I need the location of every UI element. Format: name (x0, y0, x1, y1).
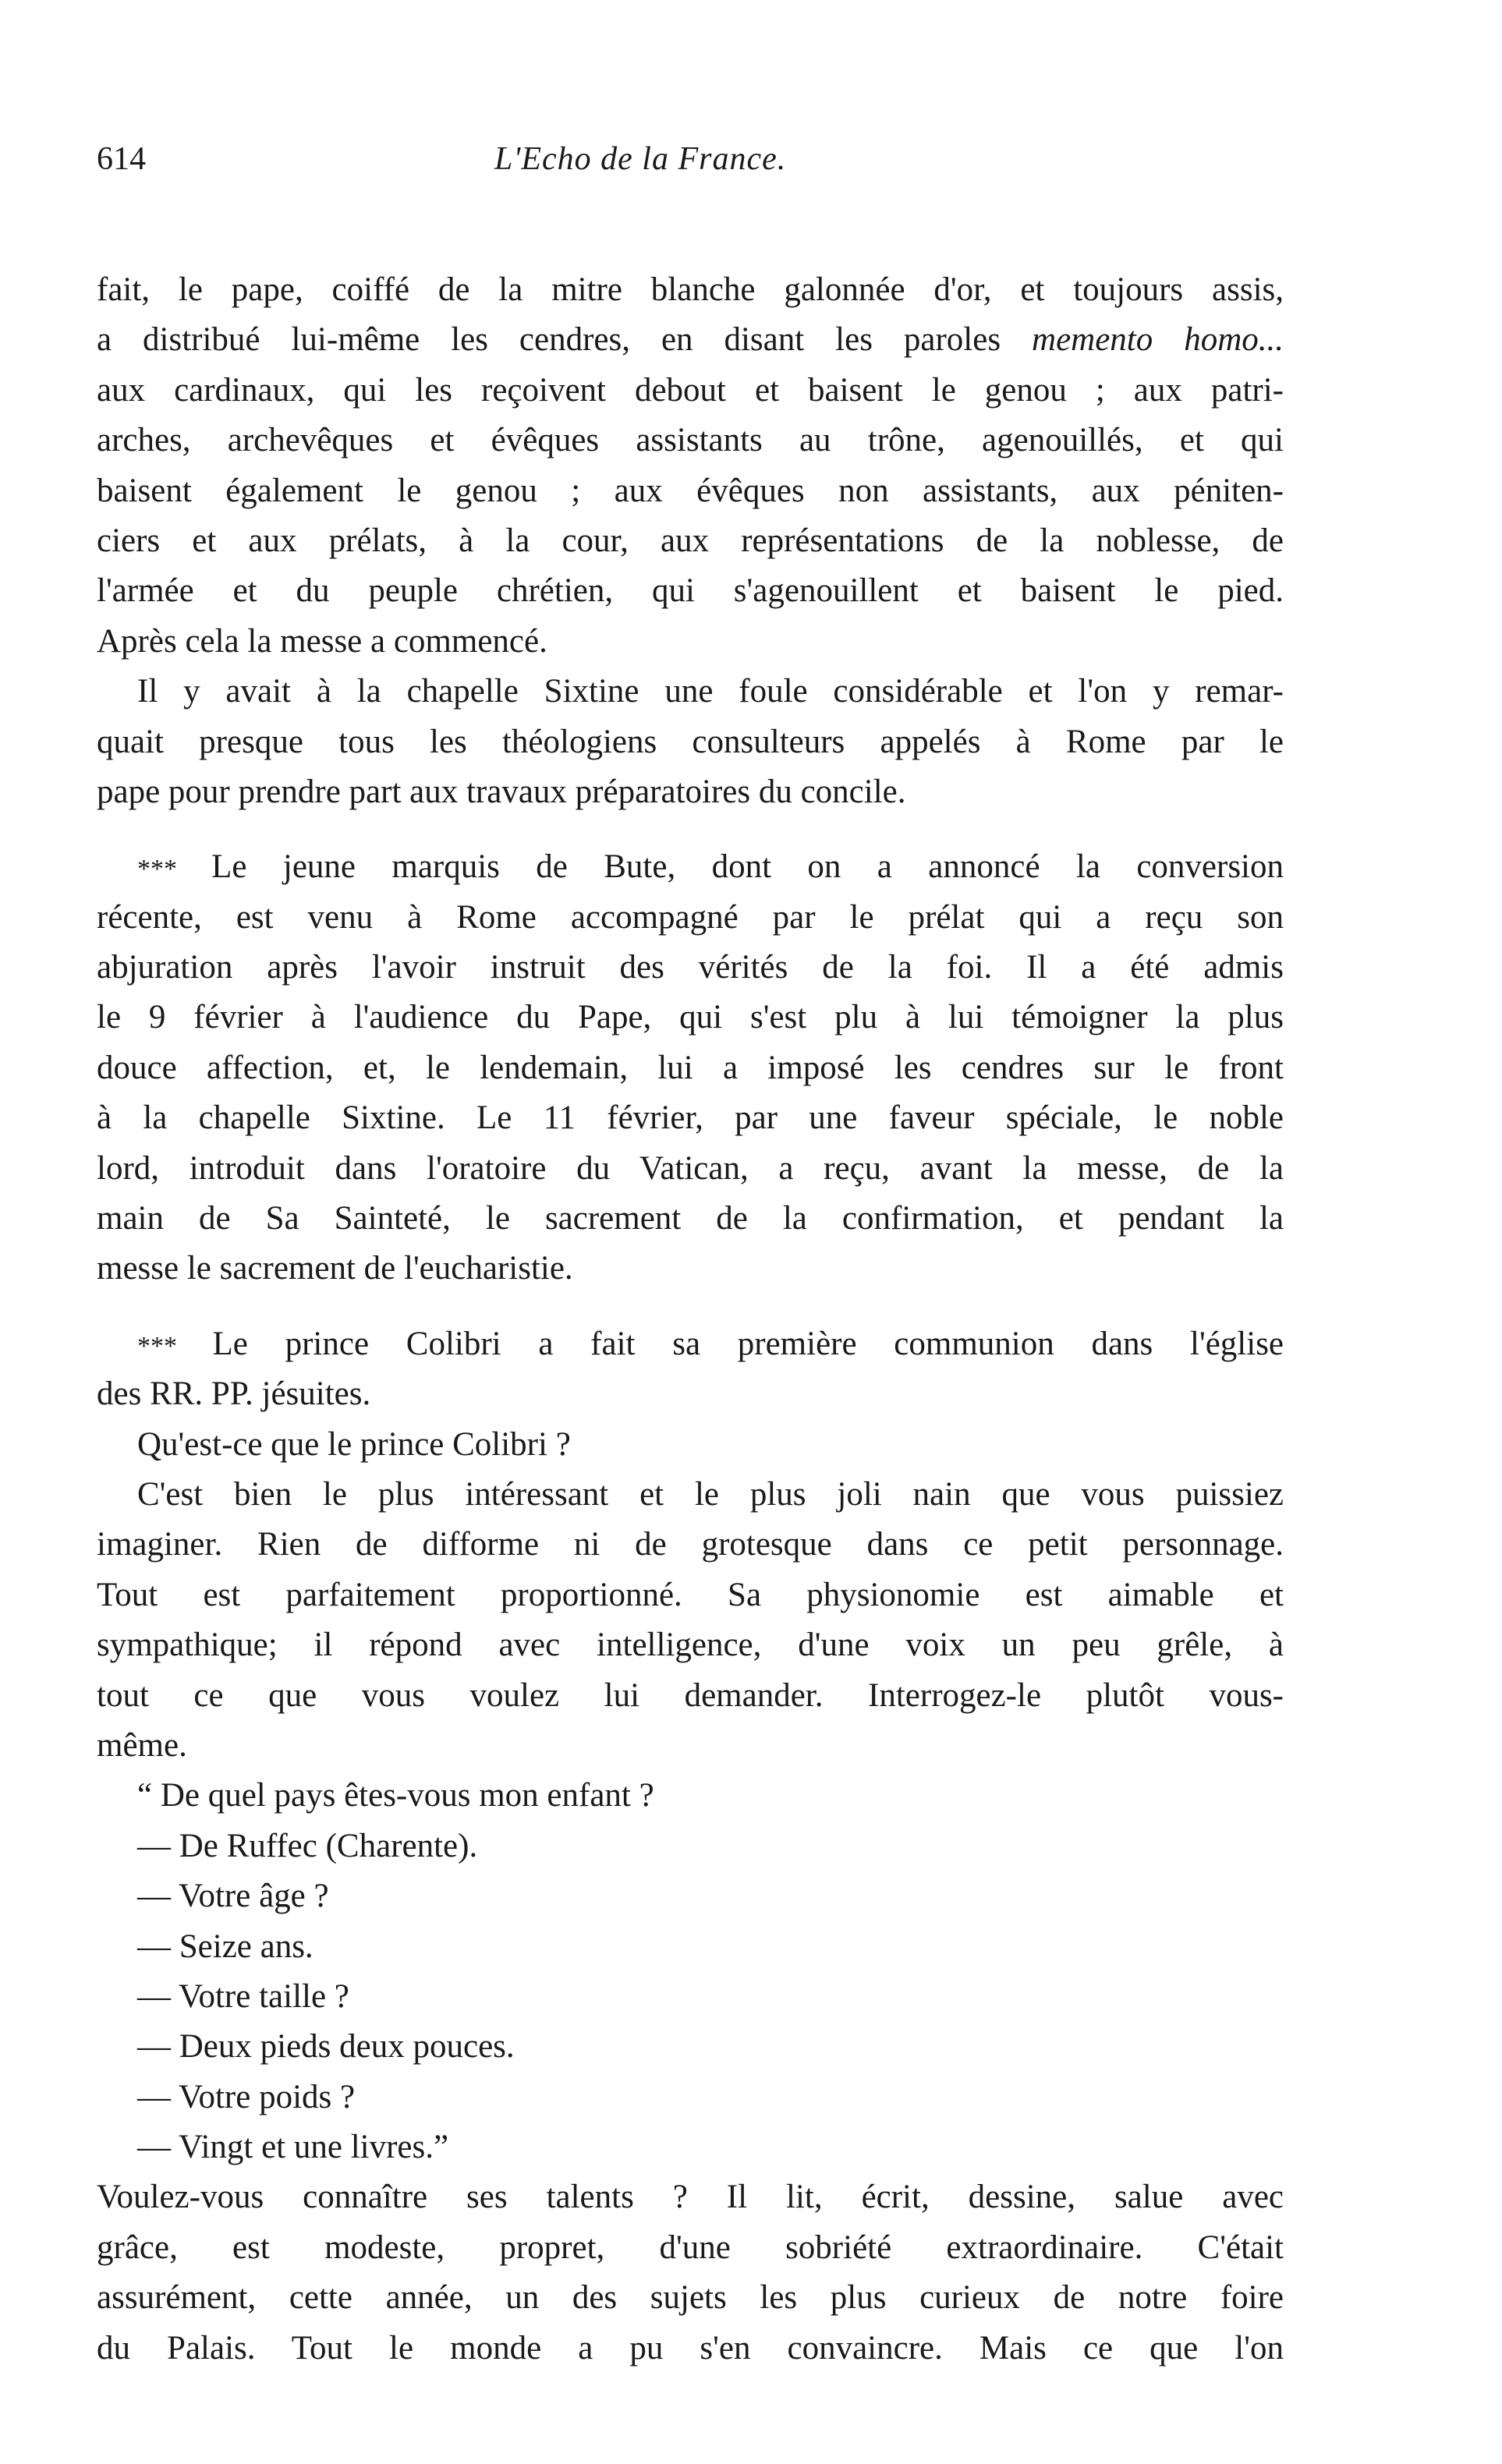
asterism: *** (137, 855, 212, 884)
text-line: Qu'est-ce que le prince Colibri ? (137, 1425, 571, 1463)
text-line: des RR. PP. jésuites. (97, 1375, 371, 1413)
text-line: baisent également le genou ; aux évêques non assistants, aux péniten- (97, 472, 1284, 509)
text-line: C'est bien le plus intéressant et le plus joli nain que vous puissiez (137, 1475, 1284, 1513)
text-line: Après cela la messe a commencé. (97, 622, 547, 660)
text-line: Tout est parfaitement proportionné. Sa physionomie est aimable et (97, 1576, 1284, 1613)
text-line: fait, le pape, coiffé de la mitre blanche galonnée d'or, et toujours assis, (97, 271, 1284, 308)
paragraph (97, 1420, 1284, 1470)
asterism: *** (137, 1331, 213, 1361)
text-line: ciers et aux prélats, à la cour, aux représentations de la noblesse, de (97, 522, 1284, 559)
text-line: le 9 février à l'audience du Pape, qui s'est plu à lui témoigner la plus (97, 999, 1284, 1036)
paragraph (97, 1319, 1284, 1420)
dialogue-line: — Seize ans. (137, 1928, 314, 1965)
text-line: pape pour prendre part aux travaux préparatoires du concile. (97, 773, 906, 810)
text-line: récente, est venu à Rome accompagné par le prélat qui a reçu son (97, 898, 1284, 936)
dialogue-line: — Vingt et une livres.” (137, 2129, 449, 2166)
page-number: 614 (97, 141, 146, 177)
text-line: main de Sa Sainteté, le sacrement de la confirmation, et pendant la (97, 1200, 1284, 1237)
text-line (97, 1319, 1284, 1369)
text-line: a distribué lui-même les cendres, en disant les paroles memento homo... (97, 321, 1284, 359)
dialogue (97, 1771, 1284, 2172)
dialogue-line: — Votre taille ? (137, 1977, 349, 2015)
text-line (97, 842, 1284, 892)
dialogue-line: — Deux pieds deux pouces. (137, 2028, 515, 2066)
text-line: sympathique; il répond avec intelligence, d'une voix un peu grêle, à (97, 1627, 1284, 1664)
text-line: aux cardinaux, qui les reçoivent debout et baisent le genou ; aux patri- (97, 371, 1284, 409)
text-line: Voulez-vous connaître ses talents ? Il lit, écrit, dessine, salue avec (97, 2179, 1284, 2216)
text-line: à la chapelle Sixtine. Le 11 février, par une faveur spéciale, le noble (97, 1099, 1284, 1137)
text-line: tout ce que vous voulez lui demander. Interrogez-le plutôt vous- (97, 1676, 1284, 1714)
text-line: même. (97, 1726, 187, 1764)
text-line: lord, introduit dans l'oratoire du Vatican, a reçu, avant la messe, de la (97, 1149, 1284, 1187)
paragraph (97, 842, 1284, 1294)
paragraph (97, 265, 1284, 667)
text-line: Il y avait à la chapelle Sixtine une foule considérable et l'on y remar- (137, 673, 1284, 710)
text-line: arches, archevêques et évêques assistants au trône, agenouillés, et qui (97, 422, 1284, 459)
latin-phrase: memento homo... (1032, 321, 1284, 359)
dialogue-line: — De Ruffec (Charente). (137, 1827, 478, 1864)
text-line: quait presque tous les théologiens consulteurs appelés à Rome par le (97, 723, 1284, 760)
dialogue-line: — Votre âge ? (137, 1878, 329, 1915)
body-text (97, 265, 1284, 2374)
text-line-content: Le jeune marquis de Bute, dont on a annoncé la conversion (211, 848, 1284, 886)
text-line: douce affection, et, le lendemain, lui a imposé les cendres sur le front (97, 1049, 1284, 1086)
text-line: imaginer. Rien de difforme ni de grotesque dans ce petit personnage. (97, 1526, 1284, 1563)
dialogue-line: — Votre poids ? (137, 2078, 356, 2115)
journal-title: L'Echo de la France. (494, 141, 787, 177)
paragraph (97, 1470, 1284, 1771)
text-line: du Palais. Tout le monde a pu s'en convaincre. Mais ce que l'on (97, 2329, 1284, 2367)
running-head (97, 140, 1284, 190)
paragraph (97, 2172, 1284, 2374)
text-line: l'armée et du peuple chrétien, qui s'agenouillent et baisent le pied. (97, 572, 1284, 610)
text-line: grâce, est modeste, propret, d'une sobriété extraordinaire. C'était (97, 2229, 1284, 2266)
text-line-content: Le prince Colibri a fait sa première communion dans l'église (212, 1325, 1284, 1362)
text-line: assurément, cette année, un des sujets les plus curieux de notre foire (97, 2279, 1284, 2317)
paragraph (97, 667, 1284, 817)
dialogue-line: “ De quel pays êtes-vous mon enfant ? (137, 1777, 654, 1814)
text-line: abjuration après l'avoir instruit des vérités de la foi. Il a été admis (97, 949, 1284, 986)
text-line: messe le sacrement de l'eucharistie. (97, 1250, 573, 1287)
